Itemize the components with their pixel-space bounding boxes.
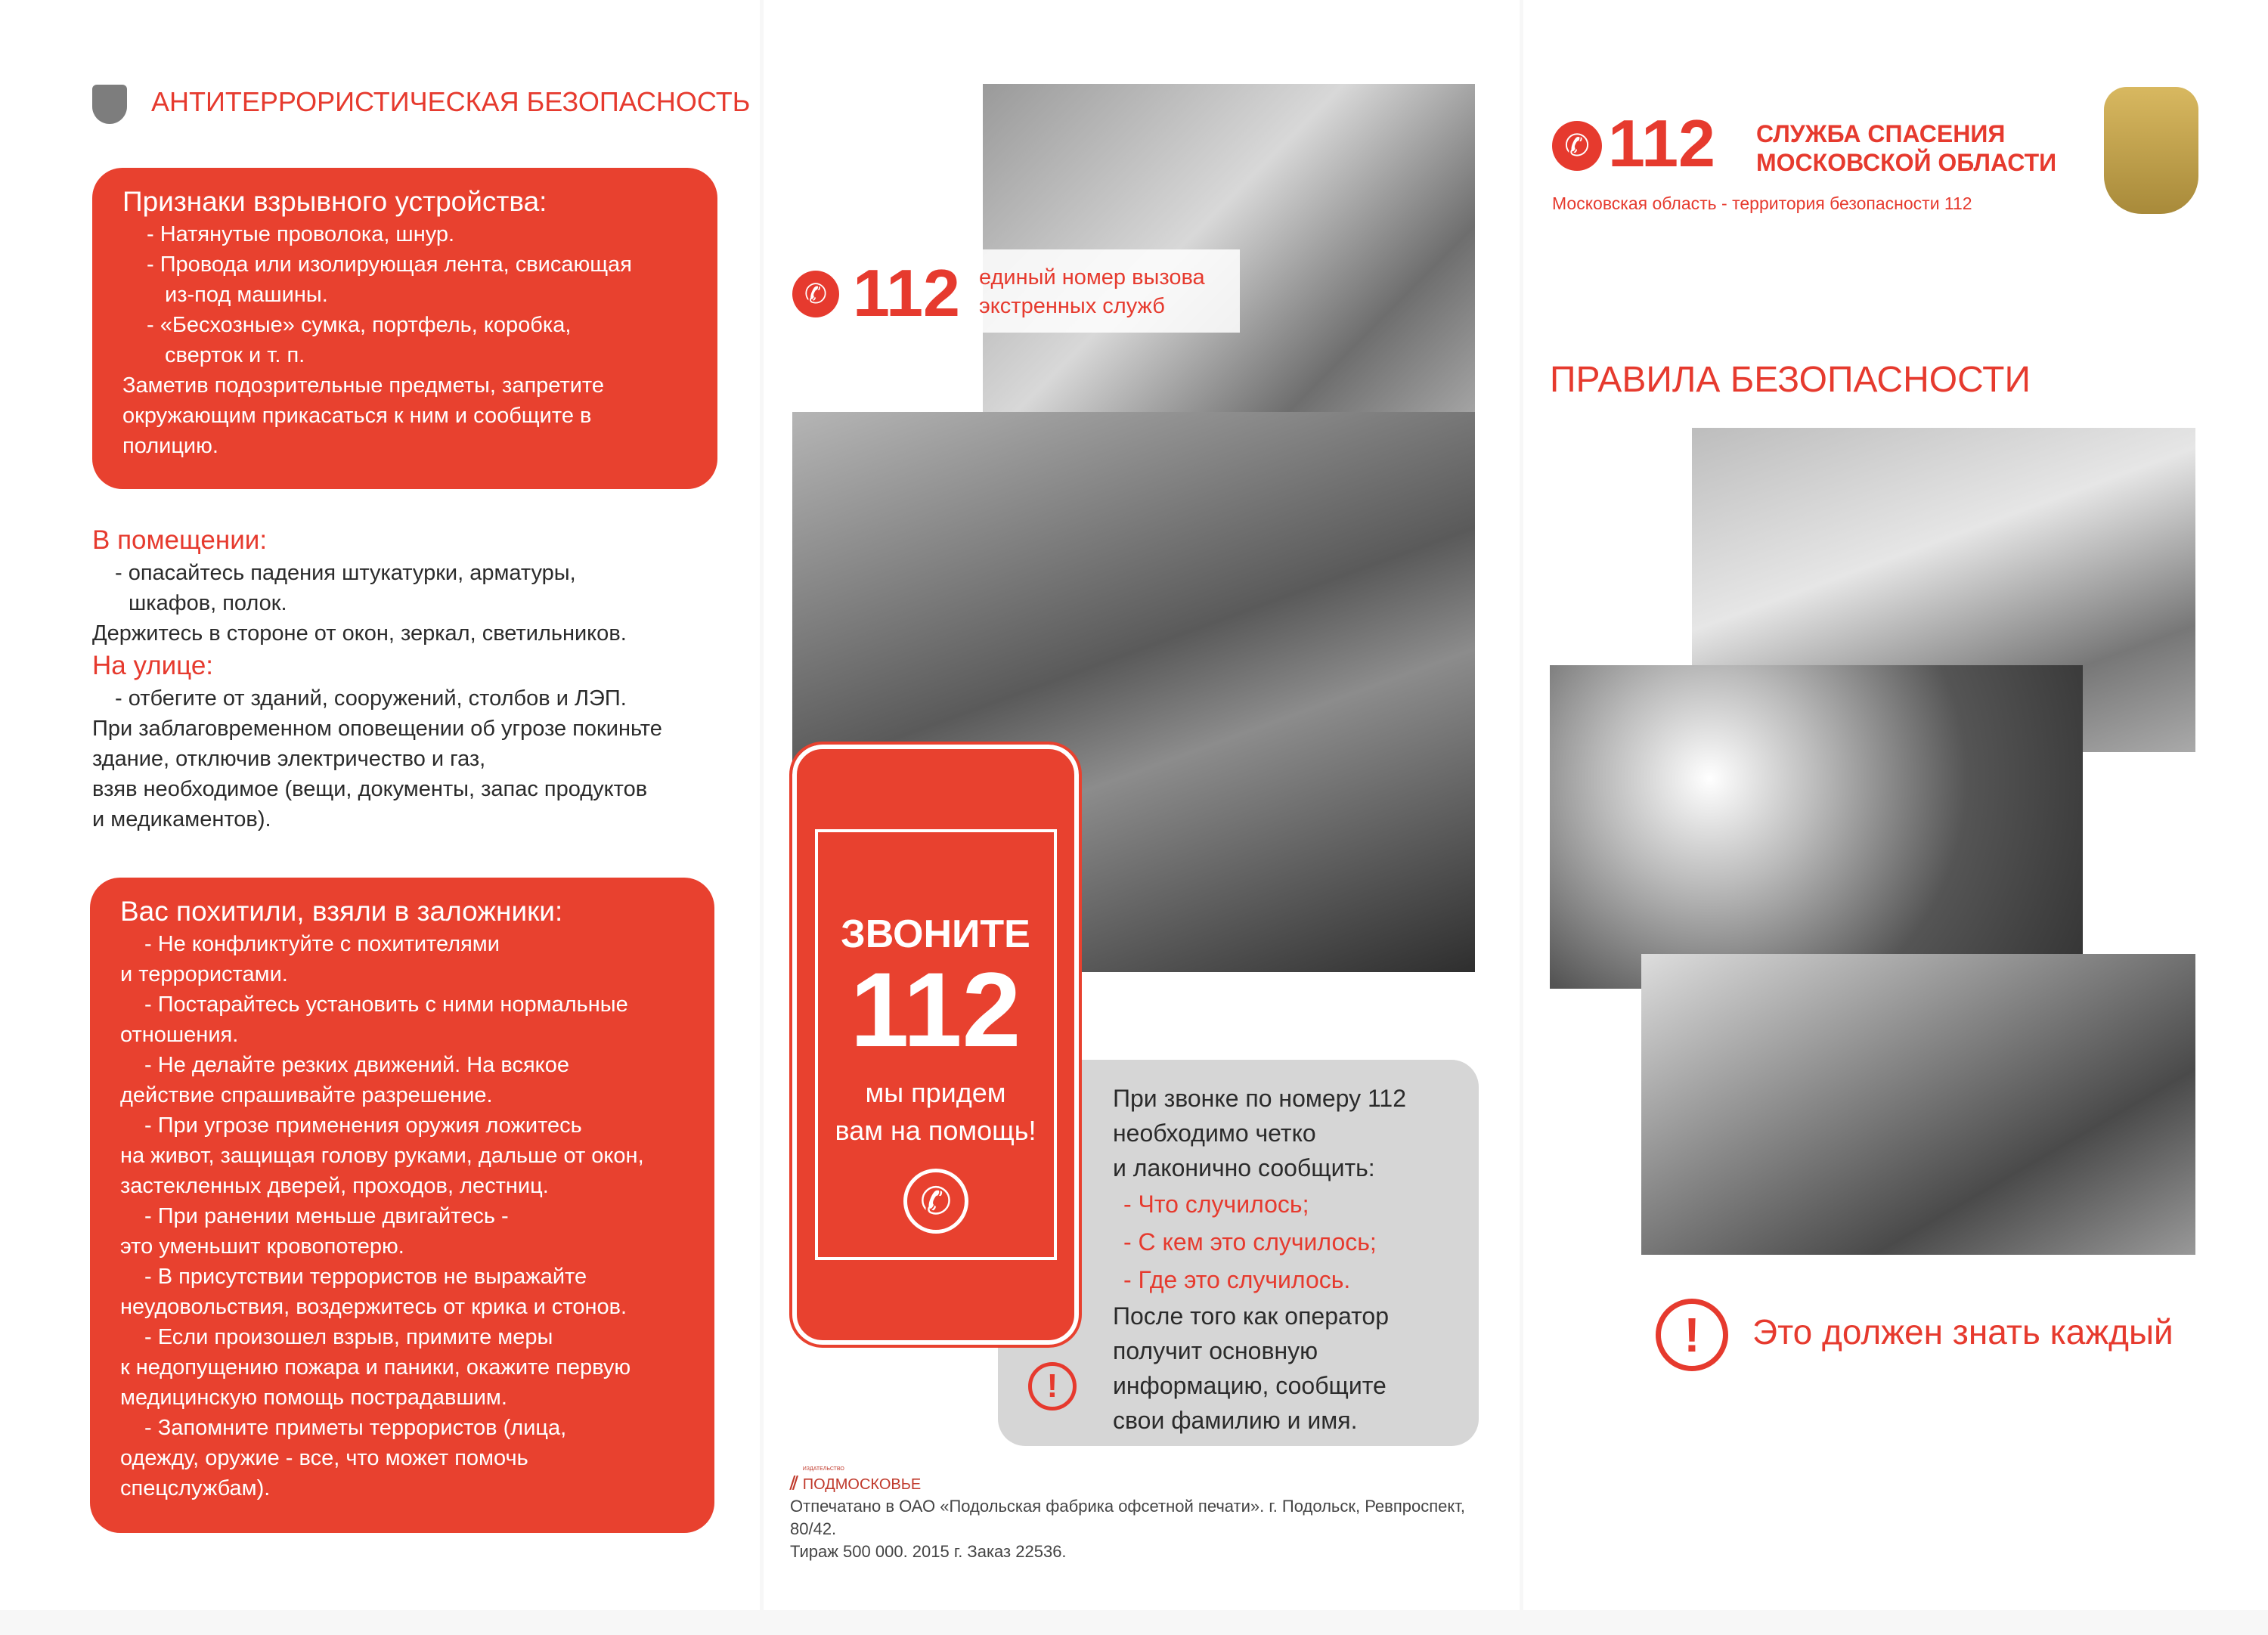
text-line: При заблаговременном оповещении об угрозе покиньте — [92, 717, 662, 741]
print-info — [790, 1466, 1516, 1563]
text-line: - Запомните приметы террористов (лица, — [144, 1416, 567, 1440]
text-line: - отбегите от зданий, сооружений, столбов и ЛЭП. — [115, 686, 627, 711]
text-line: действие спрашивайте разрешение. — [120, 1083, 493, 1107]
box-heading: Вас похитили, взяли в заложники: — [120, 896, 563, 927]
firefighters-photo — [1550, 665, 2083, 989]
text-line: и медикаментов). — [92, 807, 271, 831]
exclamation-icon: ! — [1656, 1299, 1728, 1371]
text-line: После того как оператор — [1113, 1302, 1389, 1330]
indoor-outdoor-section — [92, 523, 742, 835]
text-line: - опасайтесь падения штукатурки, арматуры, — [115, 561, 576, 585]
phone-icon: ✆ — [792, 271, 839, 317]
outdoor-heading: На улице: — [92, 651, 214, 680]
phone-icon: ✆ — [903, 1169, 968, 1234]
card-line: вам на помощь! — [835, 1115, 1036, 1146]
text-line: медицинскую помощь пострадавшим. — [120, 1386, 507, 1410]
text-line: одежду, оружие - все, что может помочь — [120, 1446, 528, 1470]
emergency-number: 112 — [853, 255, 960, 330]
service-line: МОСКОВСКОЙ ОБЛАСТИ — [1756, 149, 2057, 176]
text-line: При звонке по номеру 112 — [1113, 1085, 1407, 1112]
service-line: СЛУЖБА СПАСЕНИЯ — [1756, 120, 2006, 147]
explosive-signs-box — [92, 168, 717, 489]
text-line: необходимо четко — [1113, 1119, 1316, 1147]
card-call: ЗВОНИТЕ — [841, 912, 1030, 956]
text-line: - Не конфликтуйте с похитителями — [144, 932, 500, 956]
list-item: - Где это случилось. — [1123, 1266, 1351, 1293]
call-112-card — [792, 745, 1079, 1345]
note-line: полицию. — [122, 434, 218, 458]
slogan: Московская область - территория безопасности 112 — [1552, 194, 1972, 213]
list-item: - С кем это случилось; — [1123, 1228, 1377, 1256]
card-text — [797, 1074, 1074, 1150]
middle-panel — [764, 0, 1520, 1610]
list-item: - «Бесхозные» сумка, портфель, коробка, — [147, 313, 572, 337]
rules-title: ПРАВИЛА БЕЗОПАСНОСТИ — [1550, 360, 2031, 400]
phone-icon: ✆ — [1552, 121, 1602, 171]
text-line: спецслужбам). — [120, 1476, 271, 1500]
card-line: мы придем — [865, 1077, 1006, 1108]
list-item: - Что случилось; — [1123, 1191, 1309, 1218]
text-line: здание, отключив электричество и газ, — [92, 747, 486, 771]
coat-of-arms — [2104, 87, 2198, 214]
text-line: на живот, защищая голову руками, дальше от окон, — [120, 1144, 644, 1168]
tagline — [979, 263, 1205, 320]
text-line: - При угрозе применения оружия ложитесь — [144, 1113, 582, 1138]
footer-slogan: Это должен знать каждый — [1752, 1312, 2174, 1352]
fire-truck-photo — [1641, 954, 2195, 1255]
indoor-heading: В помещении: — [92, 525, 268, 555]
list-item: - Провода или изолирующая лента, свисающая — [147, 252, 632, 277]
print-line: Отпечатано в ОАО «Подольская фабрика офсетной печати». г. Подольск, Ревпроспект, 80/42. — [790, 1497, 1466, 1538]
text-line: - Постарайтесь установить с ними нормальные — [144, 992, 628, 1017]
note-line: окружающим прикасаться к ним и сообщите в — [122, 404, 592, 428]
print-line: Тираж 500 000. 2015 г. Заказ 22536. — [790, 1542, 1067, 1561]
publisher-name: ПОДМОСКОВЬЕ — [802, 1476, 922, 1493]
left-panel — [0, 0, 760, 1610]
text-line: взяв необходимое (вещи, документы, запас продуктов — [92, 777, 648, 801]
right-panel — [1523, 0, 2268, 1610]
publisher-small: ИЗДАТЕЛЬСТВО — [802, 1466, 844, 1472]
text-line: - В присутствии террористов не выражайте — [144, 1265, 587, 1289]
text-line: Держитесь в стороне от окон, зеркал, светильников. — [92, 621, 627, 646]
text-line: это уменьшит кровопотерю. — [120, 1234, 404, 1259]
list-item: - Натянутые проволока, шнур. — [147, 222, 455, 246]
note-line: Заметив подозрительные предметы, запретите — [122, 373, 605, 398]
publisher-logo: ⫽ ИЗДАТЕЛЬСТВО ПОДМОСКОВЬЕ — [790, 1466, 922, 1494]
shield-icon — [92, 85, 127, 124]
text-line: - Если произошел взрыв, примите меры — [144, 1325, 553, 1349]
emergency-number: 112 — [1608, 106, 1715, 181]
exclamation-icon: ! — [1028, 1362, 1077, 1410]
text-line: свои фамилию и имя. — [1113, 1407, 1358, 1434]
list-item: из-под машины. — [165, 283, 328, 307]
text-line: шкафов, полок. — [129, 591, 287, 615]
text-line: получит основную — [1113, 1337, 1318, 1364]
text-line: неудовольствия, воздержитесь от крика и стонов. — [120, 1295, 627, 1319]
text-line: отношения. — [120, 1023, 239, 1047]
text-line: и террористами. — [120, 962, 288, 986]
text-line: - Не делайте резких движений. На всякое — [144, 1053, 569, 1077]
service-name — [1756, 119, 2056, 177]
text-line: к недопущению пожара и паники, окажите первую — [120, 1355, 631, 1380]
tagline-line: экстренных служб — [979, 294, 1165, 318]
tagline-line: единый номер вызова — [979, 265, 1205, 290]
text-line: и лаконично сообщить: — [1113, 1154, 1375, 1181]
text-line: застекленных дверей, проходов, лестниц. — [120, 1174, 549, 1198]
list-item: сверток и т. п. — [165, 343, 305, 367]
hostage-box — [90, 878, 714, 1533]
text-line: - При ранении меньше двигайтесь - — [144, 1204, 509, 1228]
box-heading: Признаки взрывного устройства: — [122, 186, 547, 217]
text-line: информацию, сообщите — [1113, 1372, 1387, 1399]
section-title: АНТИТЕРРОРИСТИЧЕСКАЯ БЕЗОПАСНОСТЬ — [151, 86, 751, 117]
card-number: 112 — [850, 950, 1021, 1069]
